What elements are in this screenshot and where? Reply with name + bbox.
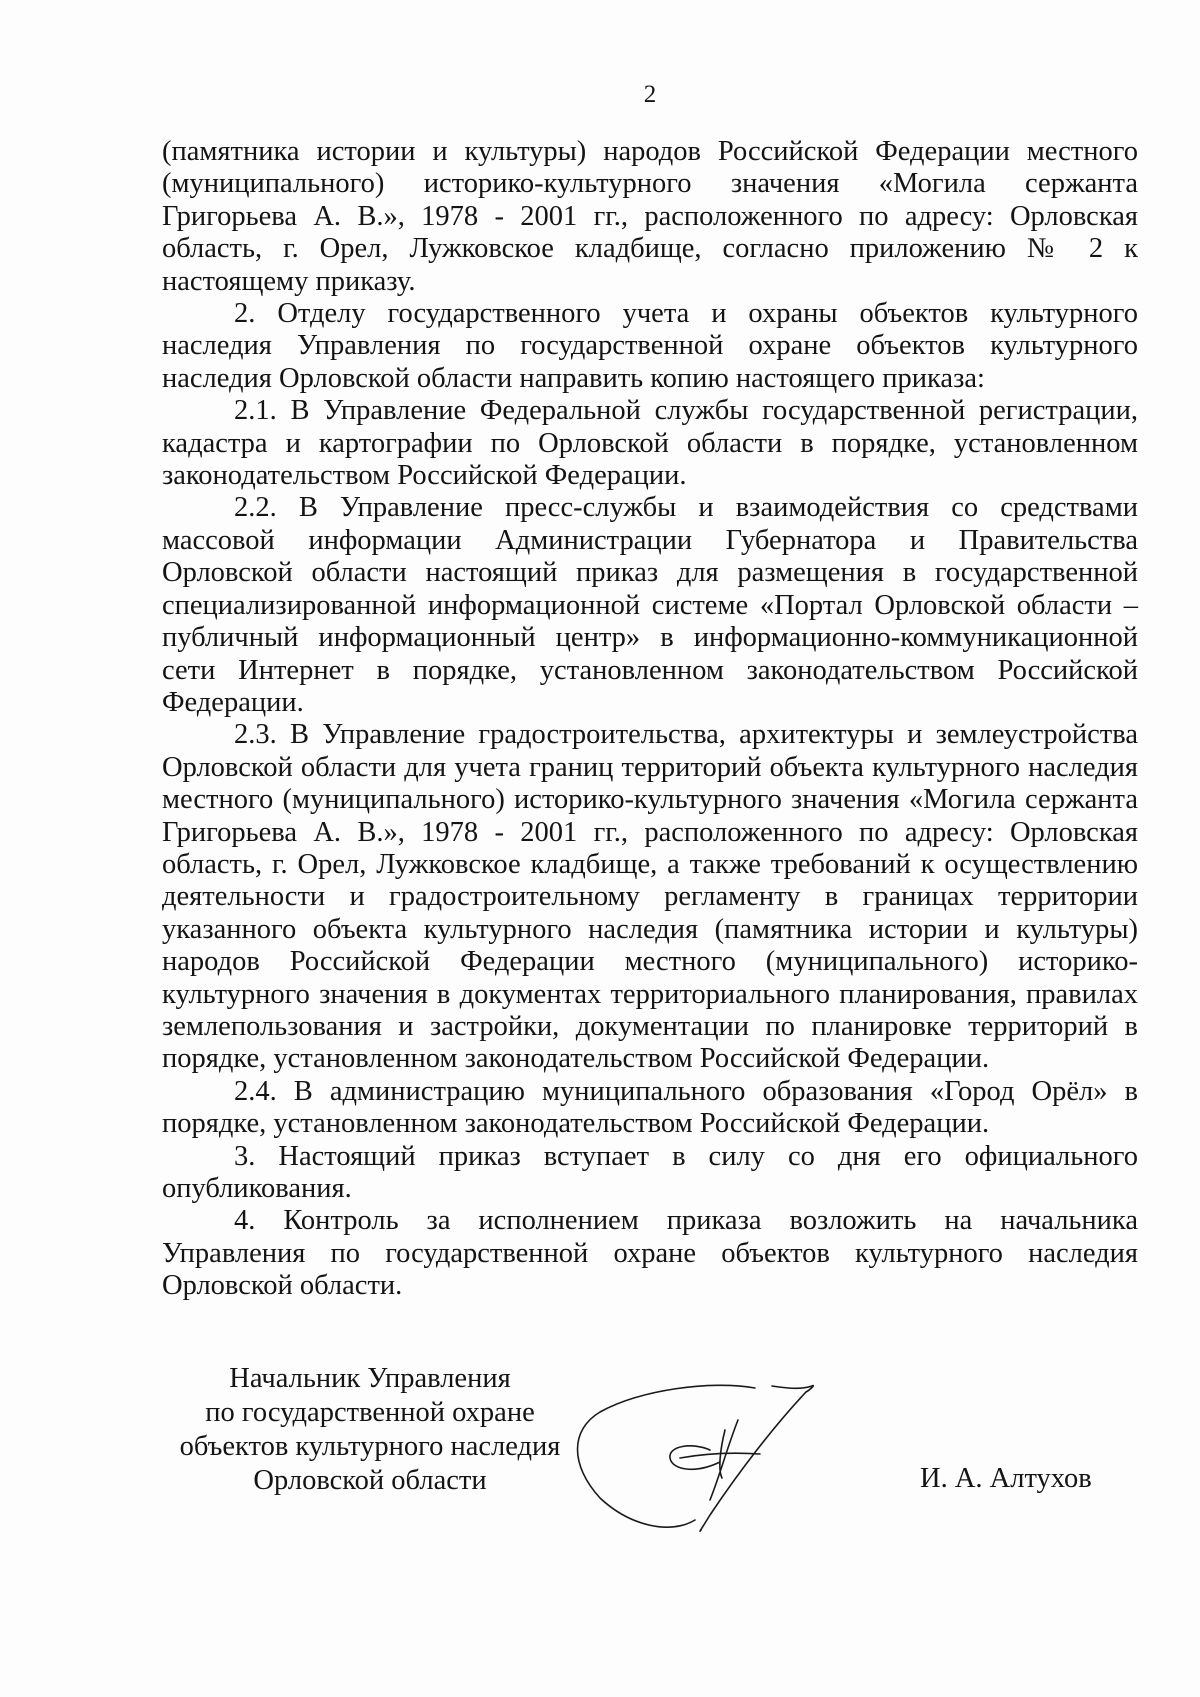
paragraph-item-3: 3. Настоящий приказ вступает в силу со дня его официального опубликования. — [162, 1140, 1138, 1204]
paragraph-item-2-2: 2.2. В Управление пресс-службы и взаимодействия со средствами массовой информации Администрации Губернатора и Правительства Орловской области настоящий приказ для размещения в государственной специализированной информационной системе «Портал Орловской области – публичный информационный центр» в информационно-коммуникационной сети Интернет в порядке, установленном законодательством Российской Федерации. — [162, 492, 1138, 718]
paragraph-item-4: 4. Контроль за исполнением приказа возложить на начальника Управления по государственной охране объектов культурного наследия Орловской области. — [162, 1205, 1138, 1302]
page-number: 2 — [643, 81, 657, 108]
position-line: Начальник Управления — [229, 1363, 511, 1394]
paragraph-continuation: (памятника истории и культуры) народов Российской Федерации местного (муниципального) историко-культурного значения «Могила сержанта Григорьева А. В.», 1978 - 2001 гг., расположенного по адресу: Орловская область, г. Орел, Лужковское кладбище, согласно приложению № 2 к настоящему приказу. — [162, 136, 1138, 297]
document-body — [162, 136, 1138, 1303]
position-line: объектов культурного наследия — [179, 1431, 561, 1462]
handwritten-signature — [560, 1350, 860, 1540]
paragraph-item-2-3: 2.3. В Управление градостроительства, архитектуры и землеустройства Орловской области для учета границ территорий объекта культурного наследия местного (муниципального) историко-культурного значения «Могила сержанта Григорьева А. В.», 1978 - 2001 гг., расположенного по адресу: Орловская область, г. Орел, Лужковское кладбище, а также требований к осуществлению деятельности и градостроительному регламенту в границах территории указанного объекта культурного наследия (памятника истории и культуры) народов Российской Федерации местного (муниципального) историко-культурного значения в документах территориального планирования, правилах землепользования и застройки, документации по планировке территорий в порядке, установленном законодательством Российской Федерации. — [162, 719, 1138, 1075]
paragraph-item-2-4: 2.4. В администрацию муниципального образования «Город Орёл» в порядке, установленном законодательством Российской Федерации. — [162, 1075, 1138, 1140]
position-line: Орловской области — [253, 1465, 487, 1496]
signer-name: И. А. Алтухов — [920, 1463, 1092, 1494]
paragraph-item-2: 2. Отделу государственного учета и охраны объектов культурного наследия Управления по государственной охране объектов культурного наследия Орловской области направить копию настоящего приказа: — [162, 298, 1138, 394]
position-line: по государственной охране — [205, 1397, 535, 1428]
paragraph-item-2-1: 2.1. В Управление Федеральной службы государственной регистрации, кадастра и картографии по Орловской области в порядке, установленном законодательством Российской Федерации. — [162, 395, 1138, 492]
signatory-position — [170, 1362, 570, 1498]
